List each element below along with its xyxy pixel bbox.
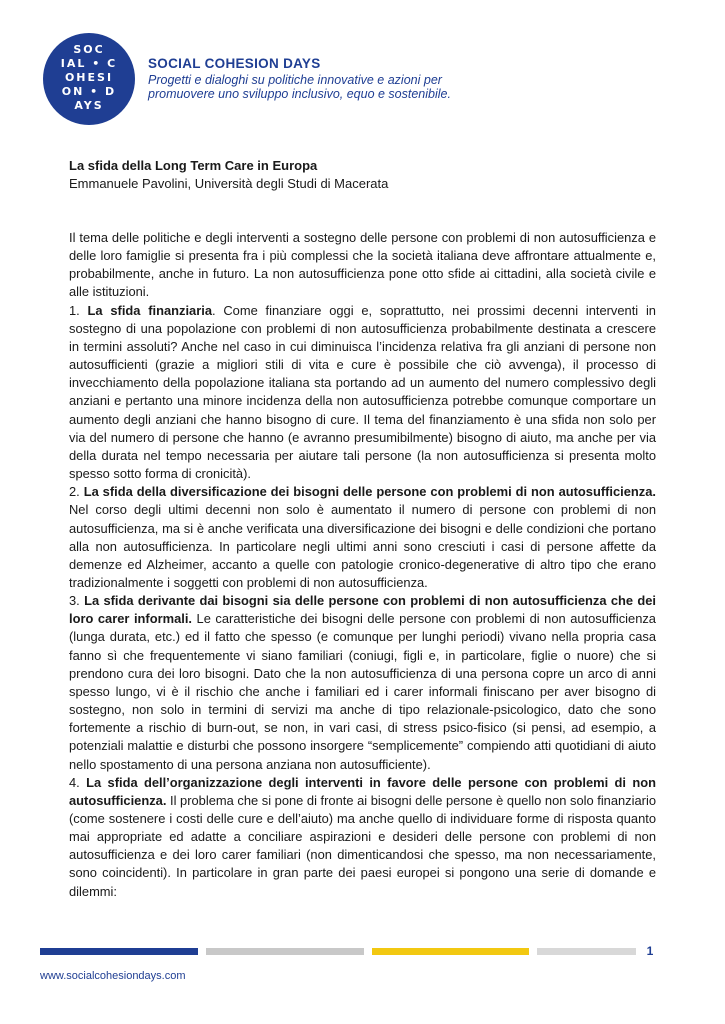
section-2-heading: La sfida della diversificazione dei bisogni delle persone con problemi di non autosufficienza. xyxy=(83,484,656,500)
footer-color-bar xyxy=(40,948,636,955)
section-1 xyxy=(69,302,656,484)
section-3 xyxy=(69,592,656,774)
logo-text-line: AYS xyxy=(74,99,104,112)
section-3-number: 3. xyxy=(69,593,85,609)
brand-title: SOCIAL COHESION DAYS xyxy=(148,56,321,71)
section-1-heading: La sfida finanziaria xyxy=(87,302,212,318)
document-author: Emmanuele Pavolini, Università degli Studi di Macerata xyxy=(69,176,389,191)
footer-bar-gray xyxy=(206,948,364,955)
footer-bar-gap xyxy=(364,948,372,955)
brand-subtitle-line2: promuovere uno sviluppo inclusivo, equo e sostenibile. xyxy=(148,87,451,101)
brand-subtitle-line1: Progetti e dialoghi su politiche innovative e azioni per xyxy=(148,73,442,87)
document-body xyxy=(69,229,656,901)
logo xyxy=(43,33,135,125)
logo-text-line: OHESI xyxy=(64,71,114,84)
page-number: 1 xyxy=(646,944,654,958)
logo-text-line: IAL • C xyxy=(60,57,118,70)
footer-bar-yellow xyxy=(372,948,530,955)
logo-text-line: SOC xyxy=(73,43,105,56)
section-4 xyxy=(69,774,656,901)
footer-bar-gap xyxy=(529,948,537,955)
section-4-number: 4. xyxy=(69,774,87,790)
document-title: La sfida della Long Term Care in Europa xyxy=(69,158,318,173)
footer-bar-gap xyxy=(198,948,206,955)
brand-header xyxy=(148,56,568,101)
footer-bar-blue xyxy=(40,948,198,955)
logo-text-line: ON • D xyxy=(61,85,117,98)
section-3-heading: La sfida derivante dai bisogni sia delle persone con problemi di non autosufficienza che dei loro carer informali. xyxy=(69,593,656,627)
intro-paragraph: Il tema delle politiche e degli interventi a sostegno delle persone con problemi di non autosufficienza e delle loro famiglie si presenta fra i più complessi che la società italiana deve affrontare attualmente e, probabilmente, anche in futuro. La non autosufficienza pone otto sfide ai cittadini, alla società civile e alle istituzioni. xyxy=(69,230,656,300)
section-1-text: . Come finanziare oggi e, soprattutto, nei prossimi decenni interventi in sostegno di una popolazione con problemi di non autosufficienza probabilmente destinata a crescere in termini assoluti? Anche nel caso in cui diminuisca l’incidenza relativa fra gli anziani di persone non autosufficienti (grazie a migliori stili di vita e cure è possibile che ciò avvenga), il processo di invecchiamento della popolazione italiana sta portando ad un aumento del numero complessivo degli anziani e pertanto una minore incidenza della non autosufficienza potrebbe comunque comportare un aumento degli anziani che hanno bisogno di cure. Il tema del finanziamento è una sfida non solo per via del numero di persone che hanno (e avranno presumibilmente) bisogno di aiuto, ma anche per via della durata nel tempo necessaria per aiutare tali persone (la non autosufficienza si presenta molto spesso sotto forma di cronicità). xyxy=(69,302,656,482)
footer-website-link[interactable]: www.socialcohesiondays.com xyxy=(40,970,186,982)
section-2-text: Nel corso degli ultimi decenni non solo è aumentato il numero di persone con problemi di non autosufficienza, ma si è anche verificata una diversificazione dei bisogni e delle condizioni che portano alla non autosufficienza. In particolare negli ultimi anni sono cresciuti i casi di persone affette da demenze ed Alzheimer, accanto a quelle con patologie cronico-degenerative di altro tipo che erano tradizionalmente i soggetti con problemi di non autosufficienza. xyxy=(69,502,656,590)
section-2-number: 2. xyxy=(69,484,84,500)
document-heading xyxy=(69,157,659,193)
section-1-number: 1. xyxy=(69,302,88,318)
section-2 xyxy=(69,483,656,592)
section-3-text: Le caratteristiche dei bisogni delle persone con problemi di non autosufficienza (lunga durata, etc.) ed il fatto che spesso (e comunque per lunghi periodi) vivano nella propria casa fanno sì che frequentemente vi siano familiari (coniugi, figli e, in particolare, figlie o nuore) che si prendono cura dei loro bisogni. Dato che la non autosufficienza di una persona copre un arco di anni spesso lungo, vi è il rischio che anche i familiari ed i carer informali finiscano per aver bisogno di sostegno, non solo in termini di servizi ma anche di tipo relazionale-psicologico, dato che sono fortemente a rischio di burn-out, se non, in vari casi, di stress psico-fisico (si pensi, ad esempio, a potenziali malattie e disturbi che possono insorgere “semplicemente” compiendo atti quotidiani di aiuto nello spostamento di una persona anziana non autosufficiente). xyxy=(69,611,656,772)
section-4-text: Il problema che si pone di fronte ai bisogni delle persone è quello non solo finanziario (come sostenere i costi delle cure e dell’aiuto) ma anche quello di individuare forme di risposta quanto mai appropriate ed adatte a conciliare aspirazioni e desideri delle persone con problemi di non autosufficienza e dei loro carer familiari (non dimenticandosi che spesso, ma non necessariamente, sono coincidenti). In particolare in gran parte dei paesi europei si pongono una serie di domande e dilemmi: xyxy=(69,792,656,899)
footer-bar-light-gray xyxy=(537,948,636,955)
section-4-heading: La sfida dell’organizzazione degli interventi in favore delle persone con problemi di non autosufficienza. xyxy=(69,774,656,808)
